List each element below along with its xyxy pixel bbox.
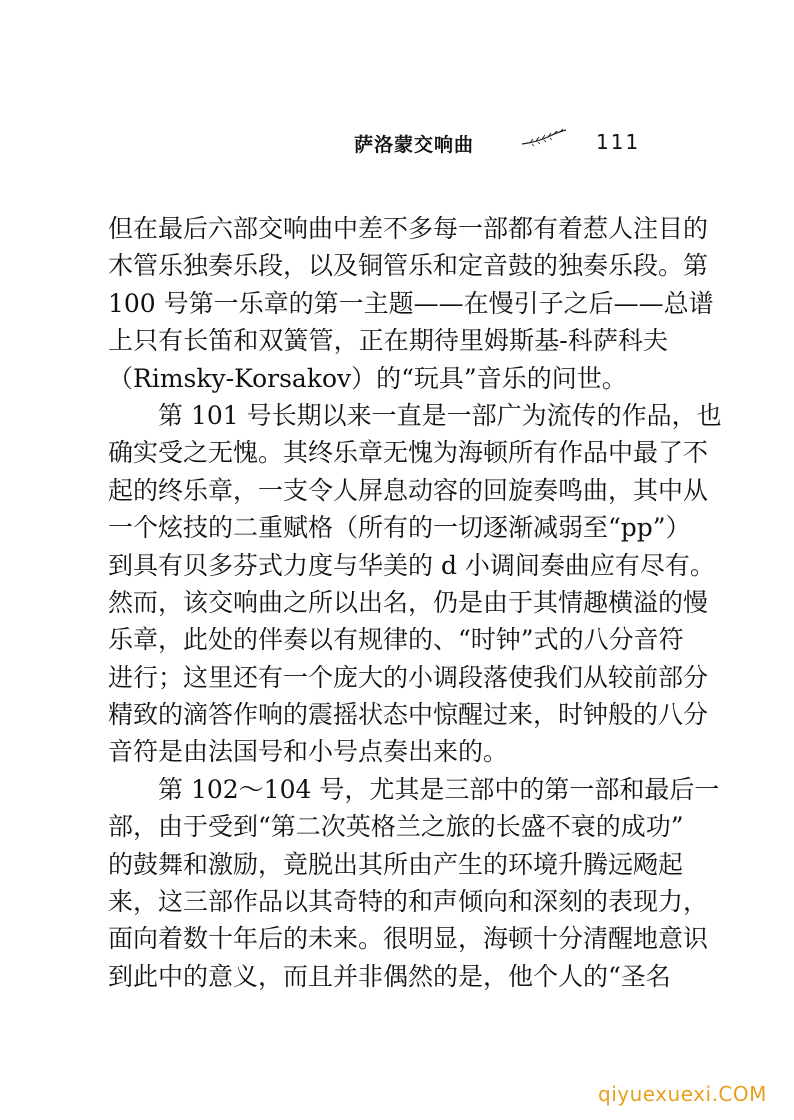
text-line: 然而，该交响曲之所以出名，仍是由于其情趣横溢的慢: [108, 587, 709, 617]
page-number: 111: [596, 130, 641, 154]
text-line: 精致的滴答作响的震摇状态中惊醒过来，时钟般的八分: [108, 700, 709, 730]
text-line: 到此中的意义，而且并非偶然的是，他个人的“圣名: [108, 961, 671, 991]
text-line: 一个炫技的二重赋格（所有的一切逐渐减弱至“pp”）: [108, 513, 691, 543]
paragraph-2: [108, 397, 722, 771]
chapter-title: 萨洛蒙交响曲: [354, 134, 475, 156]
text-line: 上只有长笛和双簧管，正在期待里姆斯基-科萨科夫: [108, 326, 668, 356]
text-line: 乐章，此处的伴奏以有规律的、“时钟”式的八分音符: [108, 625, 684, 655]
text-line: 木管乐独奏乐段，以及铜管乐和定音鼓的独奏乐段。第: [108, 251, 709, 281]
text-line: 但在最后六部交响曲中差不多每一部都有着惹人注目的: [108, 214, 709, 243]
text-line: 第 101 号长期以来一直是一部广为流传的作品，也: [108, 400, 722, 430]
running-header: [330, 128, 650, 158]
text-line: 面向着数十年后的未来。很明显，海顿十分清醒地意识: [108, 924, 709, 954]
text-line: 音符是由法国号和小号点奏出来的。: [108, 737, 509, 767]
paragraph-3: [108, 771, 720, 995]
text-line: 确实受之无愧。其终乐章无愧为海顿所有作品中最了不: [108, 438, 709, 468]
text-line: 第 102～104 号，尤其是三部中的第一部和最后一: [108, 774, 720, 804]
text-line: （Rimsky-Korsakov）的“玩具”音乐的问世。: [108, 363, 627, 393]
text-line: 进行；这里还有一个庞大的小调段落使我们从较前部分: [108, 662, 709, 692]
text-line: 100 号第一乐章的第一主题——在慢引子之后——总谱: [108, 288, 714, 318]
body-text: [108, 210, 722, 995]
text-line: 的鼓舞和激励，竟脱出其所由产生的环境升腾远飏起: [108, 849, 684, 879]
paragraph-1: [108, 210, 714, 397]
feather-flourish-icon: [520, 128, 568, 148]
watermark-logo: qiyuexuexi.COM: [598, 1082, 767, 1106]
text-line: 到具有贝多芬式力度与华美的 d 小调间奏曲应有尽有。: [108, 550, 715, 580]
text-line: 部，由于受到“第二次英格兰之旅的长盛不衰的成功”: [108, 812, 684, 842]
text-line: 来，这三部作品以其奇特的和声倾向和深刻的表现力，: [108, 887, 709, 917]
text-line: 起的终乐章，一支令人屏息动容的回旋奏鸣曲，其中从: [108, 475, 709, 505]
